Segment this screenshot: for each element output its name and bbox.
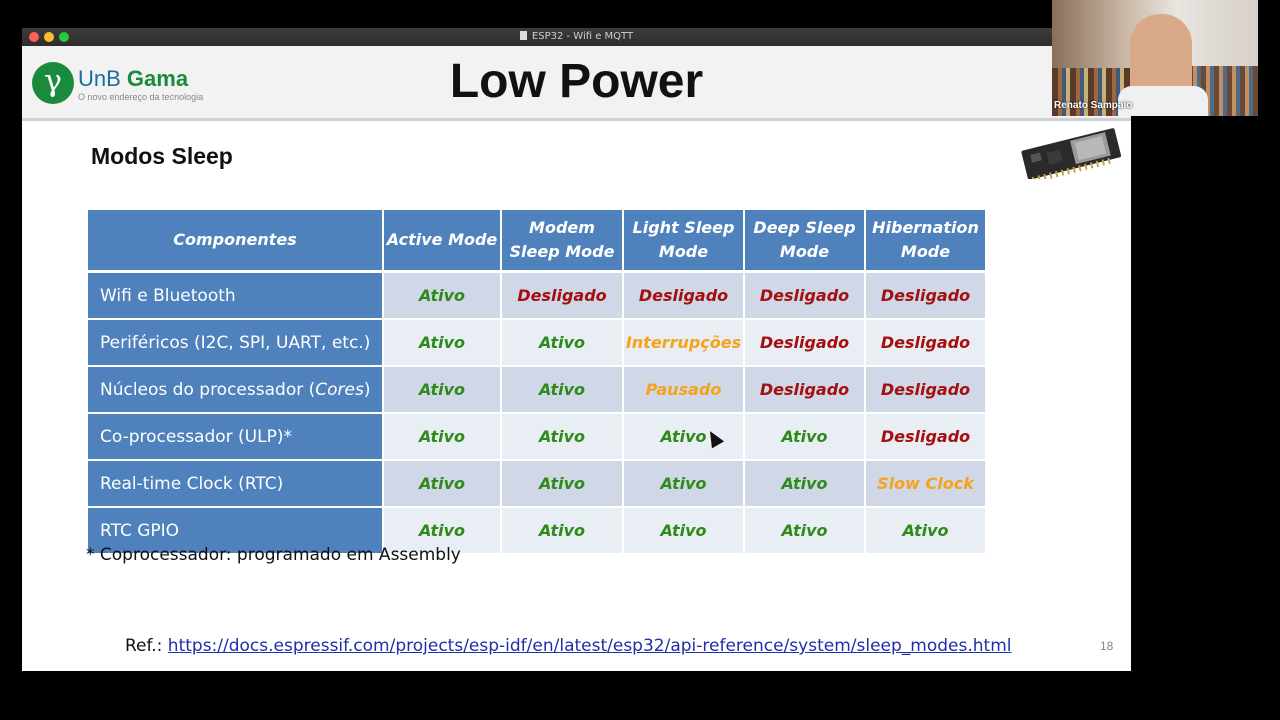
mode-status-cell: Ativo <box>745 508 866 555</box>
table-row <box>88 461 987 508</box>
mode-status-cell: Interrupções <box>624 320 745 367</box>
mode-status-cell: Ativo <box>866 508 987 555</box>
mode-status-cell: Desligado <box>866 414 987 461</box>
header-componentes: Componentes <box>88 210 384 273</box>
slide-title: Low Power <box>449 55 704 108</box>
table-header-row <box>88 210 987 273</box>
logo-name-part2: Gama <box>126 66 189 91</box>
reference-label: Ref.: <box>125 636 163 656</box>
mode-status-cell: Pausado <box>624 367 745 414</box>
row-component-label: Periféricos (I2C, SPI, UART, etc.) <box>88 320 384 367</box>
mode-status-cell: Ativo <box>384 367 502 414</box>
window-bottom-bar <box>22 671 1131 691</box>
row-component-label: Real-time Clock (RTC) <box>88 461 384 508</box>
window-titlebar <box>22 28 1131 46</box>
mode-status-cell: Ativo <box>502 461 624 508</box>
header-active-mode: Active Mode <box>384 210 502 273</box>
mode-status-cell: Desligado <box>745 320 866 367</box>
slide-body <box>22 121 1131 671</box>
mode-status-cell: Ativo <box>502 367 624 414</box>
mode-status-cell: Ativo <box>384 508 502 555</box>
participant-name: Renato Sampaio <box>1054 100 1133 111</box>
cores-emphasis: Cores <box>315 379 364 400</box>
footnote: * Coprocessador: programado em Assembly <box>86 545 461 565</box>
participant-video-tile[interactable] <box>1052 0 1258 116</box>
mode-status-cell: Ativo <box>502 508 624 555</box>
mode-status-cell: Ativo <box>384 461 502 508</box>
mode-status-cell: Ativo <box>502 414 624 461</box>
document-icon <box>520 31 527 40</box>
header-light-sleep-mode: Light Sleep Mode <box>624 210 745 273</box>
page-number: 18 <box>1100 639 1114 653</box>
slide-header <box>22 46 1131 121</box>
header-modem-sleep-mode: Modem Sleep Mode <box>502 210 624 273</box>
mode-status-cell: Ativo <box>384 414 502 461</box>
mode-status-cell: Desligado <box>624 273 745 320</box>
header-deep-sleep-mode: Deep Sleep Mode <box>745 210 866 273</box>
mode-status-cell: Desligado <box>745 367 866 414</box>
table-row <box>88 320 987 367</box>
mode-status-cell: Desligado <box>866 320 987 367</box>
mode-status-cell: Desligado <box>745 273 866 320</box>
mode-status-cell: Desligado <box>502 273 624 320</box>
mode-status-cell: Ativo <box>624 414 745 461</box>
window-title-text: ESP32 - Wifi e MQTT <box>531 31 634 42</box>
header-hibernation-mode: Hibernation Mode <box>866 210 987 273</box>
reference <box>125 636 1011 656</box>
table-row <box>88 414 987 461</box>
mode-status-cell: Ativo <box>384 273 502 320</box>
mode-status-cell: Ativo <box>745 414 866 461</box>
logo-tagline: O novo endereço da tecnologia <box>78 92 204 102</box>
reference-link[interactable]: https://docs.espressif.com/projects/esp-idf/en/latest/esp32/api-reference/system/sleep_modes.html <box>167 636 1012 656</box>
mode-status-cell: Desligado <box>866 273 987 320</box>
row-component-label: Núcleos do processador (Cores) <box>88 367 384 414</box>
esp32-board-image <box>1017 127 1125 179</box>
mode-status-cell: Slow Clock <box>866 461 987 508</box>
unb-logo-icon: γ <box>32 62 74 104</box>
presentation-window <box>22 28 1131 691</box>
mode-status-cell: Ativo <box>624 461 745 508</box>
table-row <box>88 273 987 320</box>
section-heading: Modos Sleep <box>91 143 233 169</box>
mode-status-cell: Ativo <box>384 320 502 367</box>
row-component-label: RTC GPIO <box>88 508 384 555</box>
mode-status-cell: Ativo <box>745 461 866 508</box>
mode-status-cell: Ativo <box>624 508 745 555</box>
row-component-label: Co-processador (ULP)* <box>88 414 384 461</box>
sleep-modes-table <box>88 210 987 555</box>
mode-status-cell: Desligado <box>866 367 987 414</box>
row-component-label: Wifi e Bluetooth <box>88 273 384 320</box>
logo-name-part1: UnB <box>78 66 127 91</box>
table-row <box>88 367 987 414</box>
window-title <box>22 31 1131 42</box>
mode-status-cell: Ativo <box>502 320 624 367</box>
